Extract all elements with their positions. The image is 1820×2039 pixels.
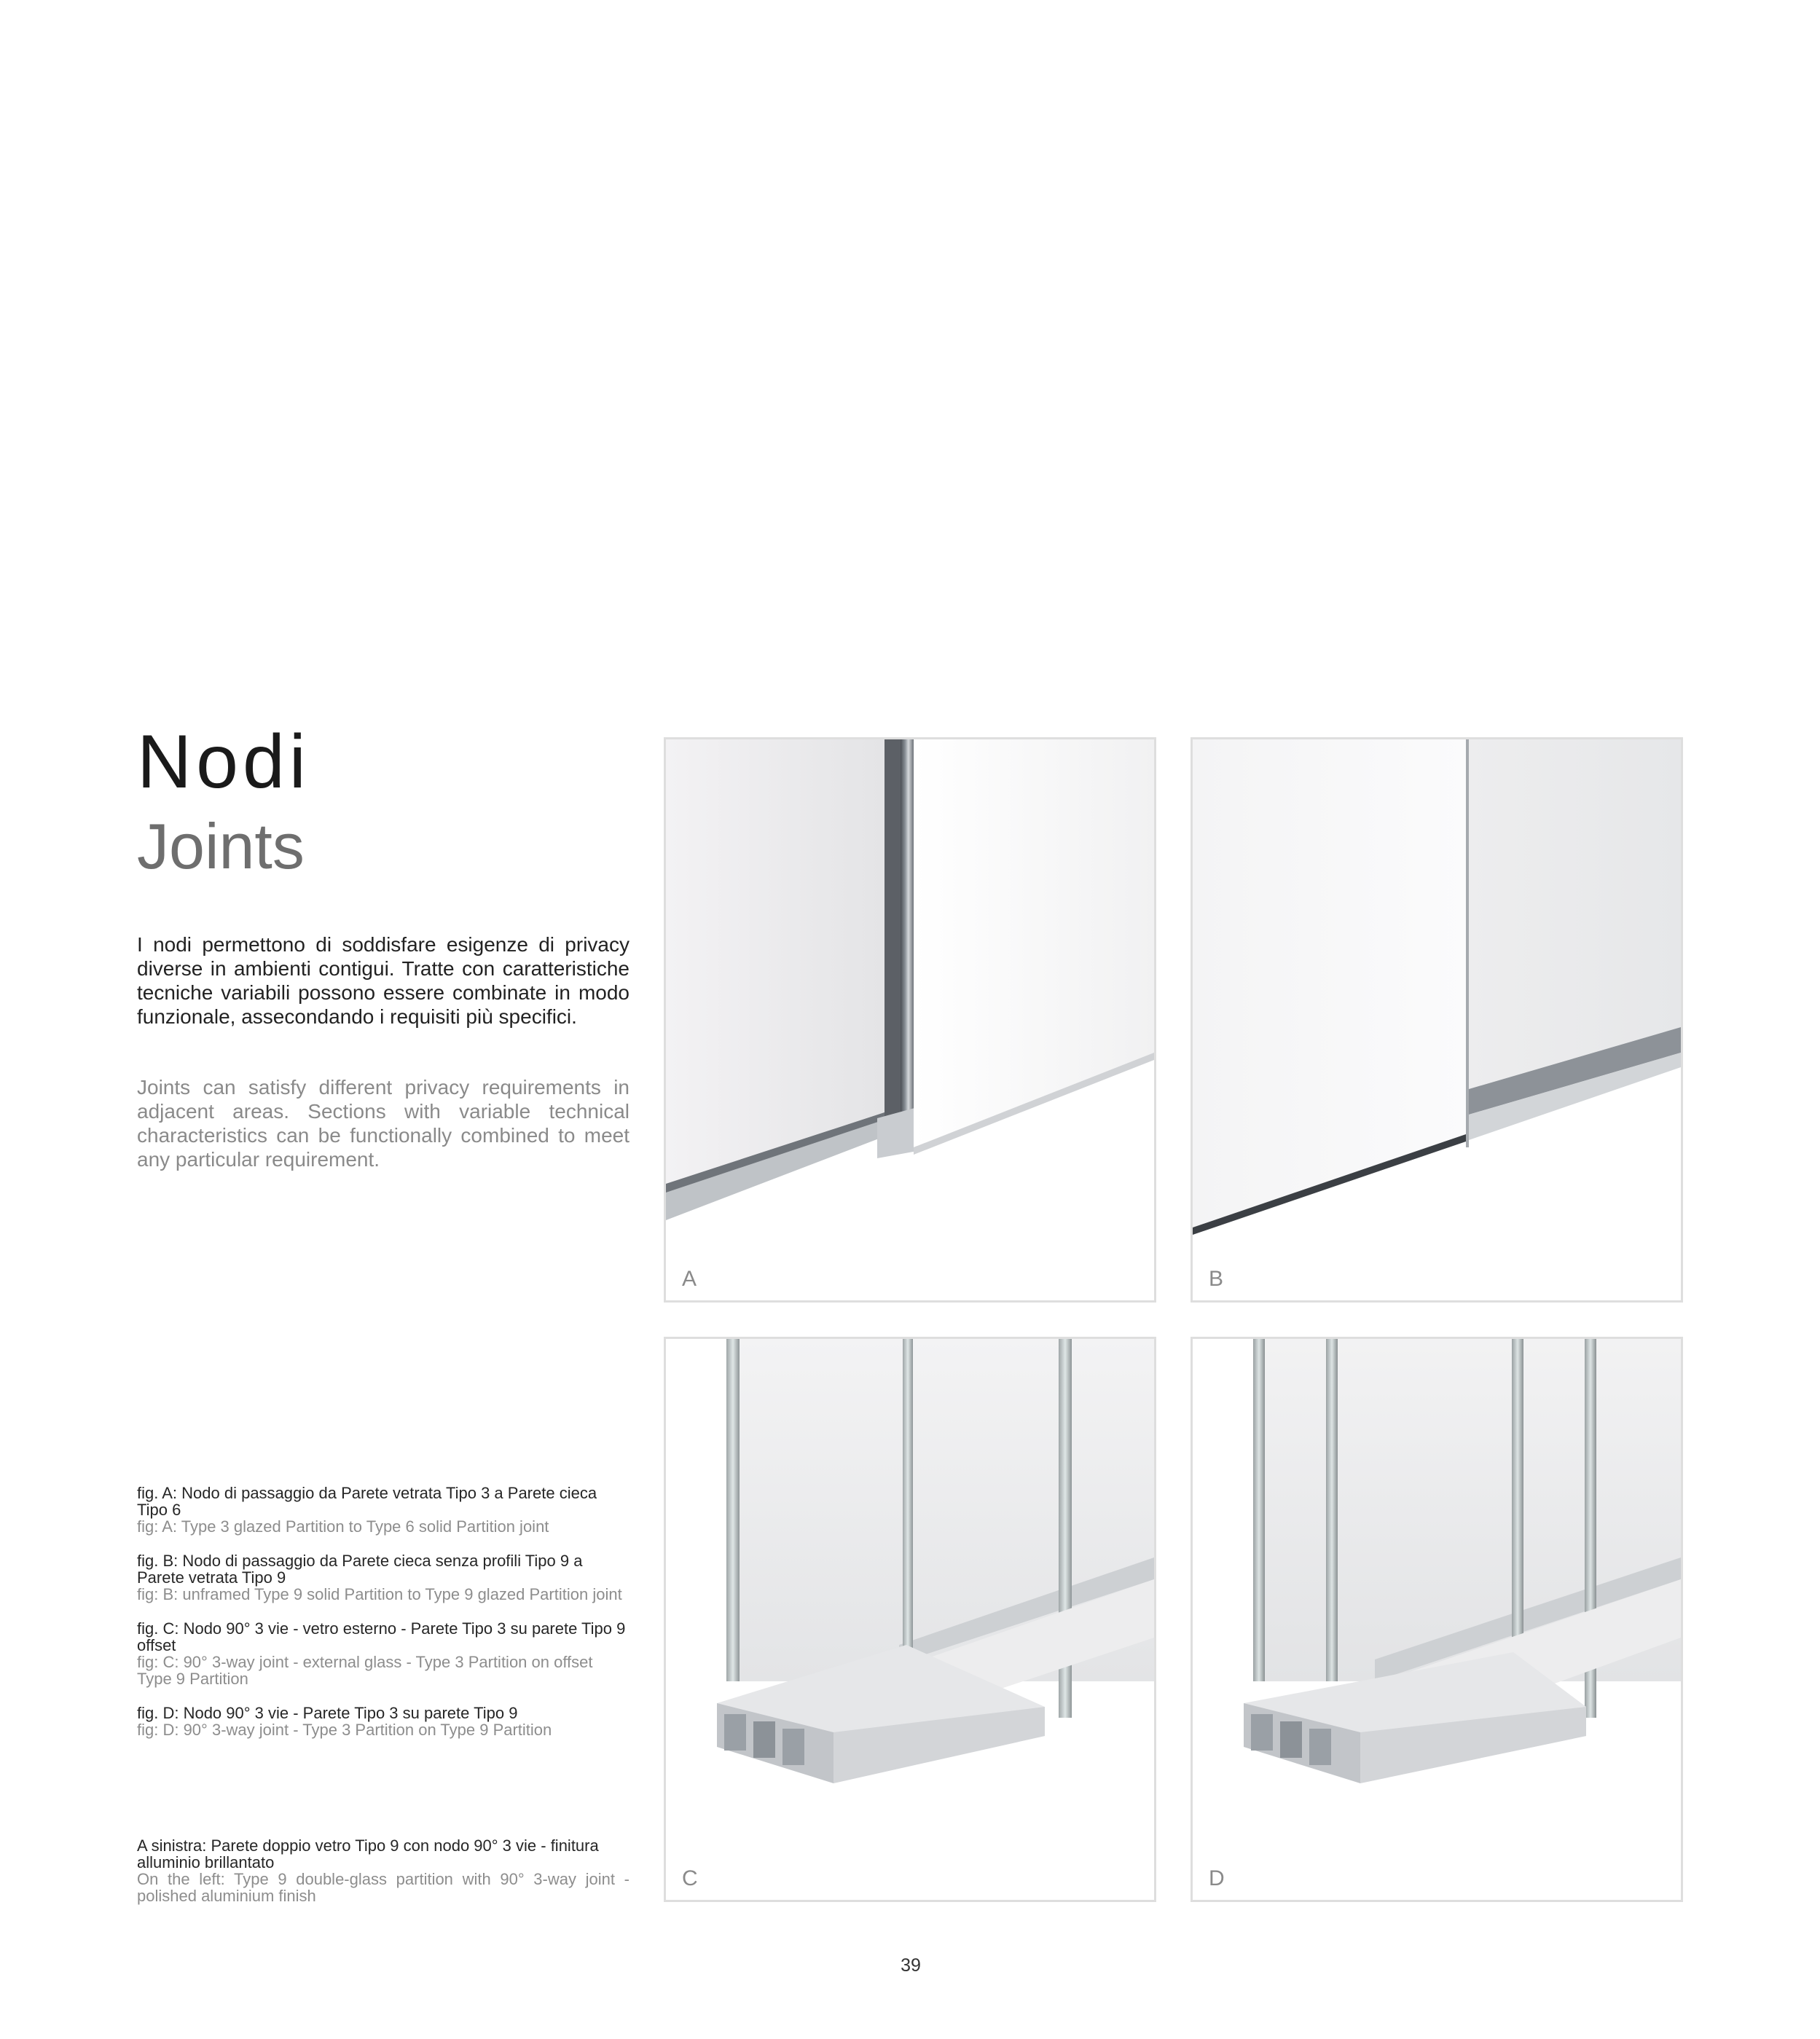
caption-c: [137, 1620, 629, 1687]
caption-c-english: fig: C: 90° 3-way joint - external glass - Type 3 Partition on offset Type 9 Partition: [137, 1653, 593, 1688]
bottom-note-italian: A sinistra: Parete doppio vetro Tipo 9 con nodo 90° 3 vie - finitura alluminio brillantato: [137, 1836, 599, 1871]
intro-english: Joints can satisfy different privacy requirements in adjacent areas. Sections with variable technical characteristics can be functionally combined to meet any particular requirement.: [137, 1076, 629, 1171]
intro-italian: I nodi permettono di soddisfare esigenze di privacy diverse in ambienti contigui. Tratte con caratteristiche tecniche variabili possono essere combinate in modo funzionale, assecondando i requisiti più specifici.: [137, 933, 629, 1028]
figure-captions: [137, 1485, 629, 1756]
caption-c-italian: fig. C: Nodo 90° 3 vie - vetro esterno - Parete Tipo 3 su parete Tipo 9 offset: [137, 1619, 626, 1654]
caption-d-english: fig: D: 90° 3-way joint - Type 3 Partition on Type 9 Partition: [137, 1721, 552, 1739]
figure-panel-c: [664, 1337, 1156, 1902]
page-title: Nodi: [137, 720, 310, 804]
panel-label-a: A: [682, 1267, 697, 1291]
panel-label-b: B: [1209, 1267, 1224, 1291]
caption-a-italian: fig. A: Nodo di passaggio da Parete vetrata Tipo 3 a Parete cieca Tipo 6: [137, 1484, 597, 1519]
caption-a-english: fig: A: Type 3 glazed Partition to Type 6 solid Partition joint: [137, 1517, 549, 1536]
three-way-joint-external-glass-photo: [666, 1339, 1154, 1900]
figure-panel-d: [1191, 1337, 1683, 1902]
bottom-note: [137, 1837, 629, 1904]
caption-b: [137, 1552, 629, 1603]
bottom-note-english: On the left: Type 9 double-glass partition with 90° 3-way joint - polished aluminium finish: [137, 1870, 629, 1905]
caption-d: [137, 1705, 629, 1738]
page-number: 39: [901, 1955, 921, 1976]
figure-panel-b: [1191, 737, 1683, 1303]
three-way-joint-photo: [1193, 1339, 1681, 1900]
glazed-to-solid-joint-photo: [666, 739, 1154, 1300]
caption-a: [137, 1485, 629, 1535]
figure-panel-a: [664, 737, 1156, 1303]
solid-to-glazed-joint-photo: [1193, 739, 1681, 1300]
panel-label-d: D: [1209, 1866, 1225, 1890]
caption-b-english: fig: B: unframed Type 9 solid Partition to Type 9 glazed Partition joint: [137, 1585, 622, 1603]
caption-b-italian: fig. B: Nodo di passaggio da Parete cieca senza profili Tipo 9 a Parete vetrata Tipo 9: [137, 1552, 583, 1587]
caption-d-italian: fig. D: Nodo 90° 3 vie - Parete Tipo 3 su parete Tipo 9: [137, 1704, 518, 1722]
page-subtitle: Joints: [137, 810, 305, 882]
panel-label-c: C: [682, 1866, 698, 1890]
